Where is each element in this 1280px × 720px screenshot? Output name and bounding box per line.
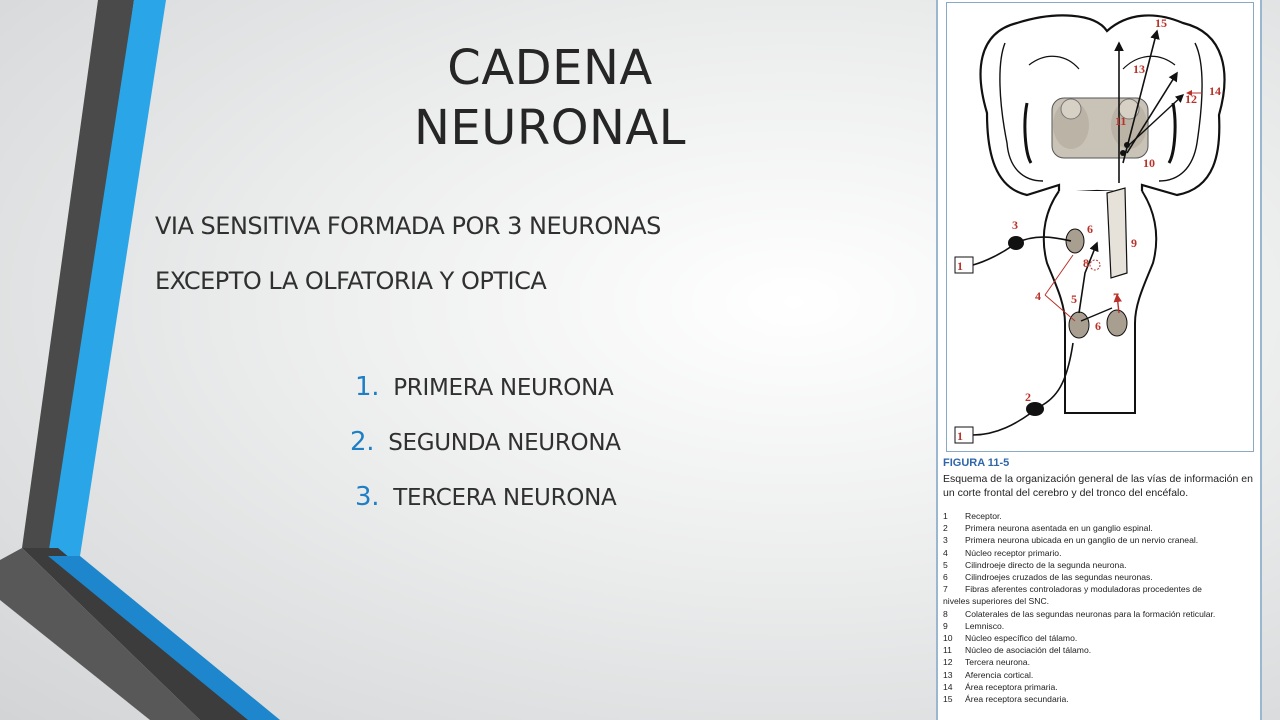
svg-text:6: 6 (1095, 319, 1101, 333)
svg-text:5: 5 (1071, 292, 1077, 306)
legend-row: 3 Primera neurona ubicada en un ganglio de un nervio craneal. (943, 535, 1199, 546)
svg-text:10: 10 (1143, 156, 1155, 170)
body-line-2: EXCEPTO LA OLFATORIA Y OPTICA (155, 267, 547, 295)
slide-title (330, 38, 770, 158)
svg-text:4: 4 (1035, 289, 1041, 303)
legend-row: 10 Núcleo específico del tálamo. (943, 633, 1078, 644)
list-label: SEGUNDA NEURONA (388, 430, 621, 456)
legend-row-continuation: niveles superiores del SNC. (943, 596, 1050, 607)
legend-row: 2 Primera neurona asentada en un ganglio espinal. (943, 523, 1153, 534)
svg-text:9: 9 (1131, 236, 1137, 250)
svg-text:11: 11 (1115, 114, 1127, 128)
figure-caption: Esquema de la organización general de las vías de información en un corte frontal del cerebro y del tronco del encéfalo. (943, 473, 1253, 499)
legend-row: 14 Área receptora primaria. (943, 681, 1058, 692)
title-line-1: CADENA (447, 40, 653, 96)
brain-diagram-frame (946, 2, 1254, 452)
legend-row: 12 Tercera neurona. (943, 657, 1030, 668)
legend-row: 9 Lemnisco. (943, 620, 1005, 631)
svg-text:1: 1 (957, 259, 963, 273)
legend-row: 6 Cilindroejes cruzados de las segundas neuronas. (943, 572, 1153, 583)
svg-text:2: 2 (1025, 390, 1031, 404)
figure-title: FIGURA 11-5 (943, 457, 1010, 469)
svg-text:14: 14 (1209, 84, 1221, 98)
legend-row: 4 Núcleo receptor primario. (943, 547, 1062, 558)
svg-text:8: 8 (1083, 256, 1089, 270)
list-item-3 (355, 482, 616, 512)
decorative-stripes (0, 0, 300, 720)
legend-row: 7 Fibras aferentes controladoras y moduladoras procedentes de (943, 584, 1202, 595)
svg-text:7: 7 (1113, 290, 1119, 304)
list-number: 2. (350, 427, 375, 457)
legend-row: 13 Aferencia cortical. (943, 669, 1034, 680)
legend-row: 11 Núcleo de asociación del tálamo. (943, 645, 1092, 656)
svg-text:12: 12 (1185, 92, 1197, 106)
svg-text:1: 1 (957, 429, 963, 443)
legend-row: 15 Área receptora secundaria. (943, 694, 1069, 705)
brain-pathway-diagram (947, 3, 1253, 451)
figure-panel (936, 0, 1262, 720)
body-line-1: VIA SENSITIVA FORMADA POR 3 NEURONAS (155, 212, 661, 240)
list-number: 3. (355, 482, 380, 512)
list-item-1 (355, 372, 613, 402)
svg-text:6: 6 (1087, 222, 1093, 236)
svg-text:15: 15 (1155, 16, 1167, 30)
list-label: PRIMERA NEURONA (393, 375, 614, 401)
legend-row: 1 Receptor. (943, 511, 1002, 521)
list-item-2 (350, 427, 621, 457)
legend-row: 5 Cilindroeje directo de la segunda neurona. (943, 559, 1127, 570)
figure-legend (943, 510, 1255, 705)
list-label: TERCERA NEURONA (393, 485, 617, 511)
list-number: 1. (355, 372, 380, 402)
title-line-2: NEURONAL (414, 100, 686, 156)
legend-row: 8 Colaterales de las segundas neuronas para la formación reticular. (943, 608, 1216, 619)
svg-text:13: 13 (1133, 62, 1145, 76)
svg-text:3: 3 (1012, 218, 1018, 232)
